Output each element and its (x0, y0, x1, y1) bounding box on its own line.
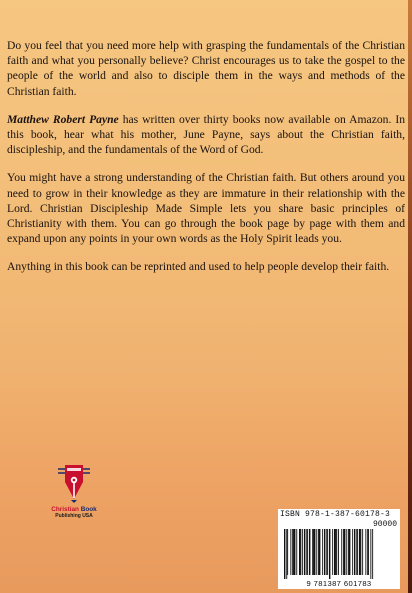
blurb-paragraph-1: Do you feel that you need more help with grasping the fundamentals of the Christian faith and what you personally believe? Christ encourages us to take the gospel to the people of the world and also to disciple them in the ways and methods of the Christian faith. (7, 39, 405, 98)
publisher-name: Christian Book (51, 506, 97, 513)
barcode-digits: 9 781387 601783 (306, 579, 372, 588)
blurb-paragraph-4: Anything in this book can be reprinted and used to help people develop their faith. (7, 260, 390, 274)
blurb-paragraph-2-text: has written over thirty books now available on Amazon. In this book, hear what his mother, June Payne, says about the Christian faith, discipleship, and the fundamentals of the Word of God. (7, 112, 405, 157)
pen-nib-logo-icon (54, 462, 94, 504)
publisher-location: Publishing USA (55, 513, 93, 519)
author-name: Matthew Robert Payne (7, 112, 119, 126)
spine-edge (408, 0, 412, 593)
price-code: 90000 (372, 520, 397, 529)
blurb-paragraph-3: You might have a strong understanding of the Christian faith. But others around you need to grow in their knowledge as they are immature in their relationship with the Lord. Christian Discipleship Made Simple lets you share basic principles of Christianity with them. You can go through the book page by page with them and expand upon any points in your own words as the Holy Spirit leads you. (7, 171, 405, 246)
publisher-logo (38, 462, 110, 519)
barcode-bars (284, 529, 394, 579)
isbn-label: ISBN 978-1-387-60178-3 (280, 510, 391, 519)
blurb-text (7, 38, 405, 288)
barcode-panel (278, 509, 400, 589)
blurb-paragraph-2 (7, 112, 405, 158)
